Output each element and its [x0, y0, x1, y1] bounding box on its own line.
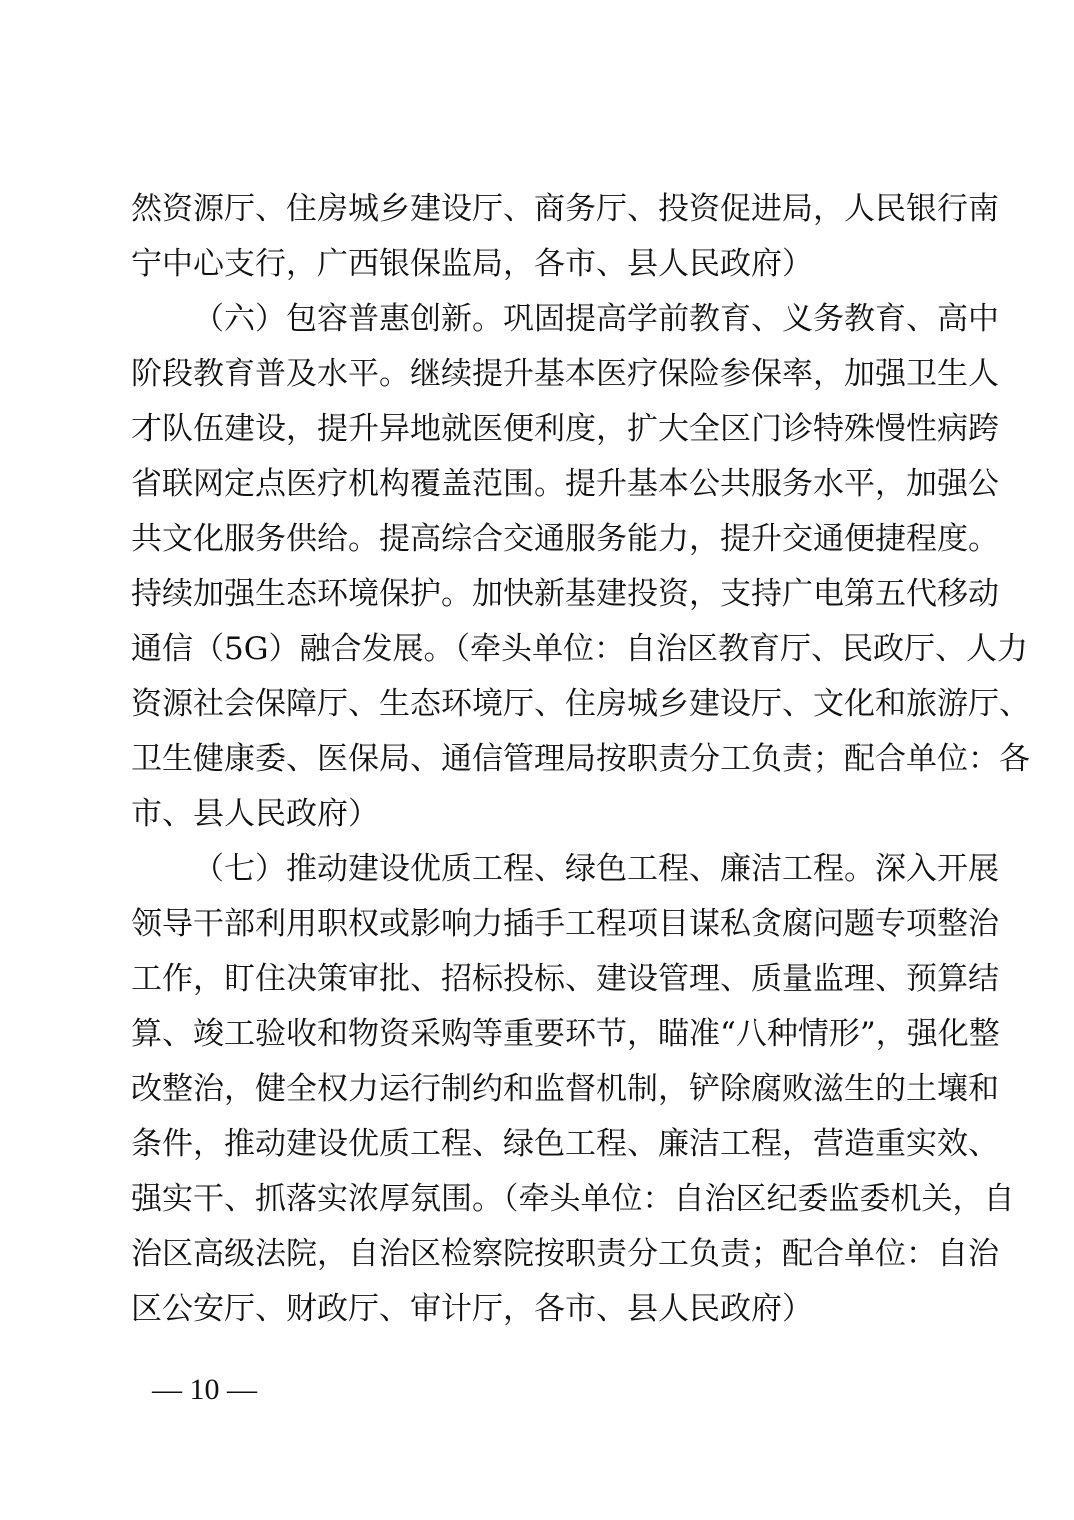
text-line: 改整治，健全权力运行制约和监督机制，铲除腐败滋生的土壤和 — [131, 1071, 999, 1107]
section-heading-line: （六）包容普惠创新。巩固提高学前教育、义务教育、高中 — [193, 301, 999, 337]
text-line: 条件，推动建设优质工程、绿色工程、廉洁工程，营造重实效、 — [131, 1126, 999, 1162]
text-line: 然资源厅、住房城乡建设厅、商务厅、投资促进局，人民银行南 — [131, 191, 999, 227]
text-line: 领导干部利用职权或影响力插手工程项目谋私贪腐问题专项整治 — [131, 906, 999, 942]
page-number: — 10 — — [152, 1373, 257, 1406]
text-line: 共文化服务供给。提高综合交通服务能力，提升交通便捷程度。 — [131, 521, 999, 557]
body-text — [131, 182, 1030, 1337]
text-line: 工作，盯住决策审批、招标投标、建设管理、质量监理、预算结 — [131, 961, 999, 997]
text-line: 卫生健康委、医保局、通信管理局按职责分工负责；配合单位：各 — [131, 741, 1030, 777]
section-heading-line: （七）推动建设优质工程、绿色工程、廉洁工程。深入开展 — [193, 851, 999, 887]
paragraph-section-6 — [131, 292, 1030, 842]
text-line: 省联网定点医疗机构覆盖范围。提升基本公共服务水平，加强公 — [131, 466, 999, 502]
text-line: 持续加强生态环境保护。加快新基建投资，支持广电第五代移动 — [131, 576, 999, 612]
text-line: 才队伍建设，提升异地就医便利度，扩大全区门诊特殊慢性病跨 — [131, 411, 999, 447]
text-line: 算、竣工验收和物资采购等重要环节，瞄准“八种情形”，强化整 — [131, 1016, 1000, 1052]
paragraph-section-7 — [131, 842, 1015, 1337]
text-line: 区公安厅、财政厅、审计厅，各市、县人民政府） — [131, 1291, 813, 1327]
text-line: 宁中心支行，广西银保监局，各市、县人民政府） — [131, 246, 813, 282]
text-line: 治区高级法院，自治区检察院按职责分工负责；配合单位：自治 — [131, 1236, 999, 1272]
text-line: 阶段教育普及水平。继续提升基本医疗保险参保率，加强卫生人 — [131, 356, 999, 392]
text-line: 资源社会保障厅、生态环境厅、住房城乡建设厅、文化和旅游厅、 — [131, 686, 1030, 722]
text-line: 通信（5G）融合发展。（牵头单位：自治区教育厅、民政厅、人力 — [131, 631, 1028, 667]
text-line: 强实干、抓落实浓厚氛围。（牵头单位：自治区纪委监委机关，自 — [131, 1181, 1015, 1217]
text-line: 市、县人民政府） — [131, 796, 379, 832]
paragraph-continuation — [131, 182, 999, 292]
